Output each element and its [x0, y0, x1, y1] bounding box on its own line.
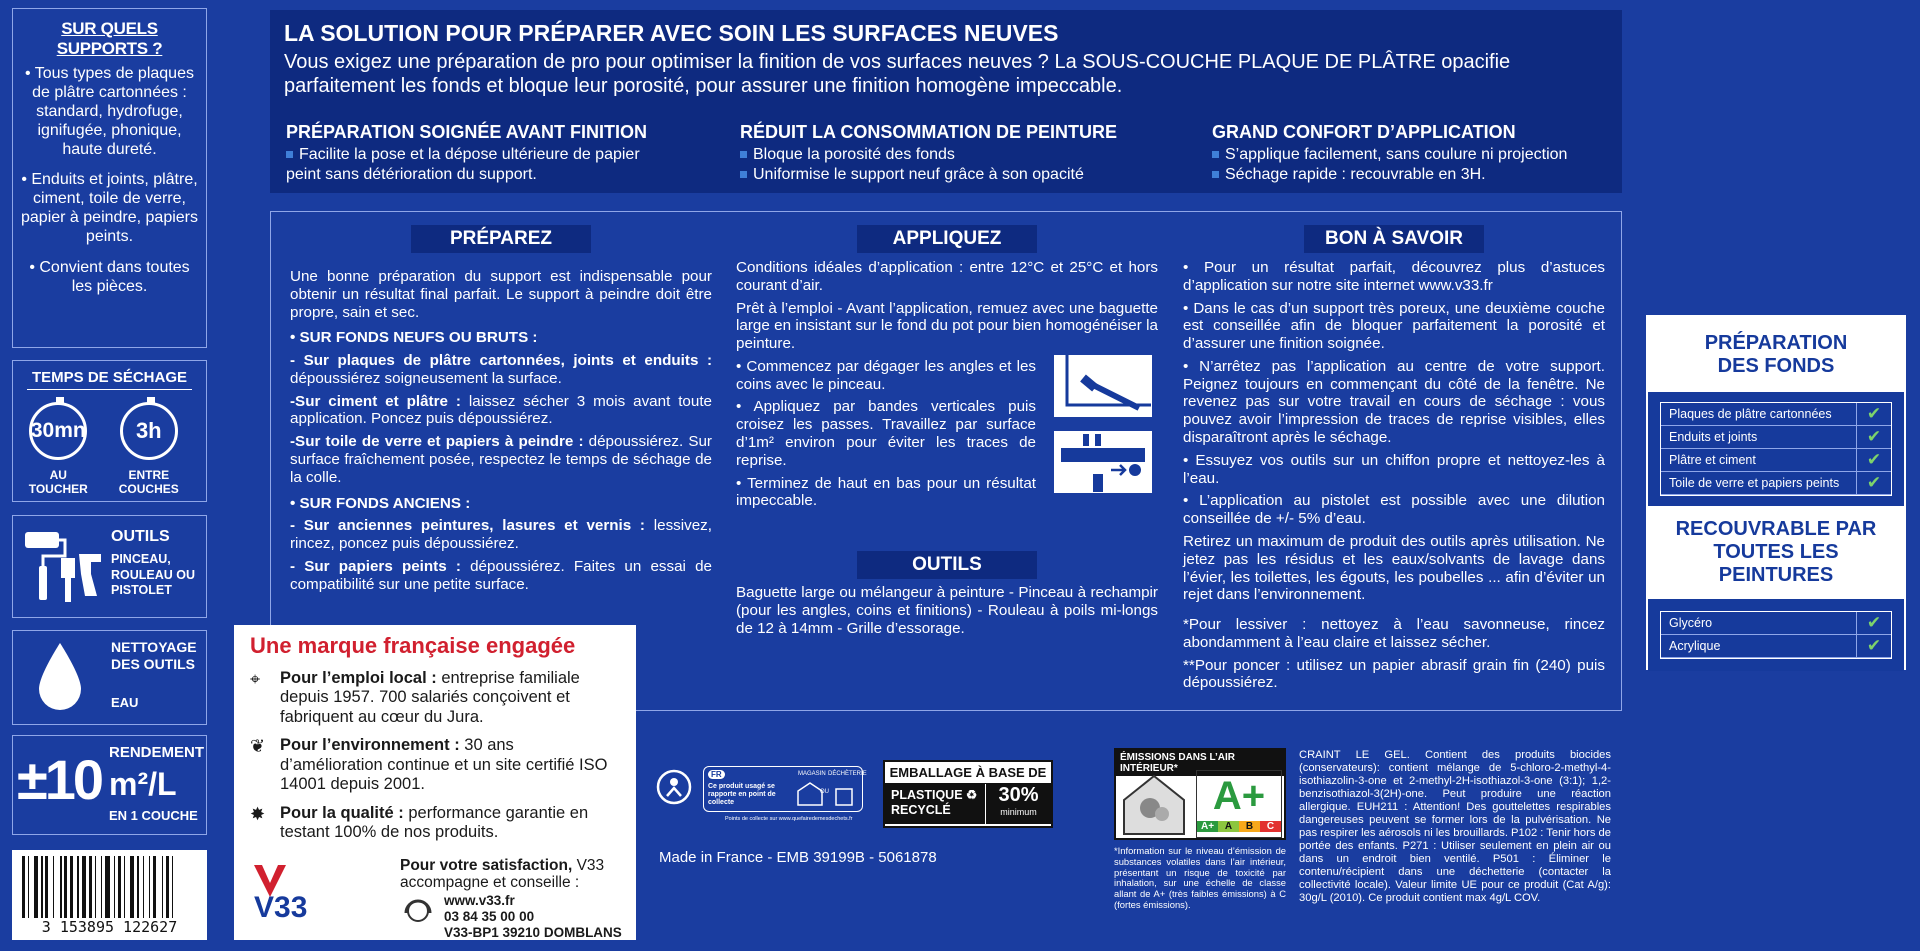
prepare-item-title: - Sur anciennes peintures, lasures et vernis : [290, 517, 645, 535]
table-row [1661, 472, 1891, 495]
legal-text: CRAINT LE GEL. Contient des produits biocides (conservateurs): contient mélange de 5-chloro-2-methyl-4-isothiazolin-3-one et 2-methyl-2H-isothiazol-3-one (3:1); 1,2-benzisothiazol-3(2H)-one. Peut produire une réaction allergique. EUH211 : Attention! Des gouttelettes respirables dangereuses peuvent se former lors de la pulvérisation. Ne pas respirer les aérosols ni les brouillards. P102 : Tenir hors de portée des enfants. P271 : Utiliser seulement en plein air ou dans un endroit bien ventilé. P501 : Éliminer le contenu/récipient dans une déchetterie (contacter la collectivité locale). Valeur limite UE pour ce produit (Cat A/g): 30g/L (2010). Ce produit contient max 4g/L COV. [1299, 749, 1611, 904]
triman-icon [655, 768, 693, 806]
packaging-title: EMBALLAGE À BASE DE [885, 762, 1051, 784]
barcode-bar [60, 856, 62, 918]
tip: • N’arrêtez pas l’application au centre de votre support. Peignez toujours en commençant du côté de la fenêtre. Ne revenez pas sur votre travail en cours de séchage : vous pouvez avoir l’impression de traces de reprise visibles, elles disparaîtront après le séchage. [1183, 357, 1605, 447]
prepare-column [290, 268, 712, 599]
feature-line: Facilite la pose et la dépose ultérieure de papier [299, 146, 640, 163]
check-icon: ✔ [1866, 427, 1882, 446]
fr-badge: FR [708, 770, 725, 779]
recoat-label: ENTRE COUCHES [118, 468, 179, 496]
feature-title: PRÉPARATION SOIGNÉE AVANT FINITION [286, 122, 648, 142]
banner-title: LA SOLUTION POUR PRÉPARER AVEC SOIN LES SURFACES NEUVES [284, 20, 1059, 46]
emissions-grade-box [1196, 770, 1282, 838]
contact-address: V33-BP1 39210 DOMBLANS [444, 924, 622, 940]
cleaning-panel [12, 630, 207, 725]
headset-icon [402, 895, 434, 931]
barcode-bar [137, 856, 139, 918]
barcode-bar [95, 856, 97, 918]
prepare-item-title: - Sur plaques de plâtre cartonnées, joints et enduits : [290, 352, 712, 370]
water-drop-icon [35, 641, 85, 713]
commitment-label: Pour l’emploi local : [280, 669, 437, 687]
barcode-bar [118, 856, 121, 918]
apply-step: • Terminez de haut en bas pour un résultat impeccable. [736, 474, 1036, 510]
commitment-text: entreprise familiale depuis 1957. 700 salariés conçoivent et fabriquent au cœur du Jura. [280, 669, 580, 726]
coverage-unit: m²/L [109, 766, 177, 802]
feature-line: Séchage rapide : recouvrable en 3H. [1225, 165, 1486, 183]
feature [286, 122, 647, 184]
contact-block [444, 893, 622, 941]
feature [1212, 122, 1567, 184]
commitment-title: Une marque française engagée [250, 633, 576, 658]
prep-table [1660, 402, 1892, 496]
barcode-bar [153, 856, 156, 918]
check-icon: ✔ [1866, 450, 1882, 469]
leaf-icon: ❦ [250, 736, 266, 757]
supports-title: SUR QUELS SUPPORTS ? [56, 19, 163, 58]
contact-website: www.v33.fr [444, 893, 515, 908]
made-in-france: Made in France - EMB 39199B - 5061878 [659, 849, 937, 866]
table-row [1661, 635, 1891, 658]
recoat-table [1660, 611, 1892, 659]
barcode-bar [22, 856, 25, 918]
table-row [1661, 449, 1891, 472]
coverage-title: RENDEMENT [109, 744, 205, 761]
tools-text: PINCEAU, ROULEAU OU PISTOLET [111, 552, 196, 598]
barcode-bar [77, 856, 79, 918]
emissions-note: *Information sur le niveau d’émission de substances volatiles dans l’air intérieur, présentant un risque de toxicité par inhalation, sur une échelle de classe allant de A+ (très faibles émissions) à C (fortes émissions). [1114, 845, 1286, 911]
banner-lead: Vous exigez une préparation de pro pour optimiser la finition de vos surfaces neuves ? La SOUS-COUCHE PLAQUE DE PLÂTRE opacifie parfaitement les fonds et bloque leur porosité, pour assurer une finition homogène impeccable. [284, 51, 1511, 97]
emissions-label [1114, 748, 1286, 840]
scale-aplus: A+ [1197, 821, 1218, 832]
tip: • Dans le cas d’un support très poreux, une deuxième couche est conseillée afin de bloquer parfaitement la porosité et d’assurer une finition soignée. [1183, 299, 1605, 353]
barcode-bar [130, 856, 135, 918]
feature-line: peint sans détérioration du support. [286, 165, 537, 183]
barcode-bar [41, 856, 43, 918]
recoat-value: 3h [135, 418, 162, 443]
feature-title: GRAND CONFORT D’APPLICATION [1212, 122, 1516, 142]
row-label: Toile de verre et papiers peints [1661, 472, 1857, 494]
row-label: Glycéro [1661, 612, 1857, 634]
location-pin-icon: ⌖ [250, 669, 261, 689]
supports-item: • Enduits et joints, plâtre, ciment, toile de verre, papier à peindre, papiers peints. [21, 171, 199, 245]
recycling-text: Ce produit usagé se rapporte en point de collecte [708, 783, 776, 807]
barcode [12, 850, 207, 940]
tip: • L’application au pistolet est possible avec une dilution conseillée de +/- 5% d’eau. [1183, 492, 1605, 528]
good-to-know-title: BON À SAVOIR [1304, 225, 1484, 253]
logo-text: V33 [254, 891, 308, 924]
prepare-title: PRÉPAREZ [411, 225, 591, 253]
clock-icon [29, 402, 87, 460]
or-label: OU [820, 789, 829, 795]
row-label: Plaques de plâtre cartonnées [1661, 403, 1857, 425]
scale-b: B [1239, 821, 1260, 832]
brand-commitment-card [234, 625, 636, 940]
tools-section-title: OUTILS [857, 551, 1037, 579]
barcode-bar [64, 856, 67, 918]
old-substrates-title: • SUR FONDS ANCIENS : [290, 494, 471, 512]
recycling-url: Points de collecte sur www.quefairedemesdechets.fr [725, 816, 853, 822]
tools-column [736, 584, 1158, 642]
new-substrates-title: • SUR FONDS NEUFS OU BRUTS : [290, 329, 538, 347]
feature [740, 122, 1117, 184]
prepare-item-text: dépoussiérez. Sur surface fraîchement posée, respectez le temps de séchage de la colle. [290, 433, 712, 486]
prepare-item-text: lessivez, rincez, poncez puis dépoussiérez. [290, 517, 712, 553]
tip: Retirez un maximum de produit des outils après utilisation. Ne jetez pas les résidus et les eaux/solvants de lavage dans l’évier, les toilettes, les égouts, les poubelles ... afin d’éviter un rejet dans l’environnement. [1183, 532, 1605, 604]
drying-time-panel [12, 360, 207, 502]
tip: • Pour un résultat parfait, découvrez plus d’astuces d’application sur notre site internet www.v33.fr [1183, 259, 1605, 294]
commitment-label: Pour la qualité : [280, 803, 404, 822]
house-icon [1120, 770, 1190, 836]
footnote: **Pour poncer : utilisez un papier abrasif grain fin (240) puis dépoussiérez. [1183, 656, 1605, 692]
recycled-packaging-badge [883, 760, 1053, 828]
roller-direction-icon [1053, 430, 1153, 494]
prepare-item-text: dépoussiérez. Faites un essai de compatibilité sur une petite surface. [290, 557, 712, 593]
commitment-text: performance garantie en testant 100% de nos produits. [280, 803, 589, 842]
check-icon: ✔ [1866, 473, 1882, 492]
emissions-grade: A+ [1212, 774, 1266, 818]
tools-panel [12, 515, 207, 618]
prepare-item-title: -Sur toile de verre et papiers à peindre : [290, 433, 584, 451]
barcode-bar [166, 856, 169, 918]
row-label: Acrylique [1661, 635, 1857, 657]
tools-text: Baguette large ou mélangeur à peinture - Pinceau à rechampir (pour les angles, coins et finitions) - Rouleau à poils mi-longs de 12 à 14mm - Grille d’essorage. [736, 584, 1158, 637]
row-label: Enduits et joints [1661, 426, 1857, 448]
barcode-bar [124, 856, 126, 918]
packaging-minimum: minimum [1000, 807, 1037, 817]
coverage-panel [12, 735, 207, 835]
apply-title: APPLIQUEZ [857, 225, 1037, 253]
check-icon: ✔ [1866, 636, 1882, 655]
barcode-bar [172, 856, 174, 918]
emissions-title: ÉMISSIONS DANS L’AIR INTÉRIEUR* [1116, 750, 1284, 776]
cleaning-title: NETTOYAGE DES OUTILS [111, 639, 197, 672]
apply-step: • Commencez par dégager les angles et les coins avec le pinceau. [736, 357, 1036, 393]
top-banner [270, 10, 1622, 193]
barcode-bar [70, 856, 73, 918]
prepare-intro: Une bonne préparation du support est indispensable pour obtenir un résultat final parfait. Le support à peindre doit être propre, sain et sec. [290, 268, 712, 321]
recycling-box [703, 766, 867, 812]
barcode-bar [114, 856, 116, 918]
scale-c: C [1260, 821, 1281, 832]
feature-line: Bloque la porosité des fonds [753, 146, 955, 163]
commitment-text: 30 ans d’amélioration continue et un site certifié ISO 14001 depuis 2001. [280, 736, 608, 794]
barcode-bar [162, 856, 164, 918]
prepare-item-text: laissez sécher 3 mois avant toute application. Poncez puis dépoussiérez. [290, 392, 712, 428]
feature-line: S’applique facilement, sans coulure ni projection [1225, 146, 1568, 163]
drying-title: TEMPS DE SÉCHAGE [27, 369, 192, 390]
brush-corner-icon [1053, 354, 1153, 418]
barcode-bar [28, 856, 30, 918]
barcode-bar [34, 856, 39, 918]
good-to-know-column [1183, 259, 1605, 697]
coverage-value: ±10 [17, 748, 102, 811]
recycling-info [655, 762, 870, 830]
commitment-item [250, 736, 620, 794]
satisfaction-text [400, 857, 630, 891]
apply-conditions: Conditions idéales d’application : entre 12°C et 25°C et hors courant d’air. [736, 259, 1158, 294]
prep-title: PRÉPARATION DES FONDS [1704, 332, 1848, 377]
cleaning-text: EAU [111, 695, 139, 710]
commitment-item [250, 669, 620, 727]
dump-label: DÉCHÈTERIE [828, 771, 867, 777]
roller-brush-icon [21, 528, 109, 608]
touch-dry-label: AU TOUCHER [28, 468, 88, 496]
prepare-item-title: -Sur ciment et plâtre : [290, 392, 461, 410]
check-icon: ✔ [1866, 613, 1882, 632]
feature-line: Uniformise le support neuf grâce à son opacité [753, 165, 1084, 183]
commitment-item [250, 804, 620, 843]
packaging-text: PLASTIQUE ♻ RECYCLÉ [891, 788, 978, 817]
barcode-bar [82, 856, 87, 918]
touch-dry-value: 30mn [30, 419, 86, 442]
v33-logo [248, 855, 318, 925]
tools-title: OUTILS [111, 528, 170, 545]
coverage-sub: EN 1 COUCHE [109, 808, 198, 823]
star-icon: ✸ [250, 803, 266, 824]
prepare-item-text: dépoussiérez soigneusement la surface. [290, 369, 562, 387]
table-row [1661, 426, 1891, 449]
barcode-bar [149, 856, 151, 918]
row-label: Plâtre et ciment [1661, 449, 1857, 471]
barcode-bar [143, 856, 145, 918]
recoat-title: RECOUVRABLE PAR TOUTES LES PEINTURES [1675, 518, 1877, 586]
barcode-bars [22, 856, 197, 918]
barcode-bar [53, 856, 55, 918]
feature-title: RÉDUIT LA CONSOMMATION DE PEINTURE [740, 122, 1117, 142]
table-row [1661, 612, 1891, 635]
supports-panel [12, 8, 207, 348]
apply-ready: Prêt à l’emploi - Avant l’application, remuez avec une baguette large en insistant sur le fond du pot pour bien homogénéiser la peinture. [736, 299, 1158, 353]
table-row [1661, 403, 1891, 426]
satisfaction-desc: V33 accompagne et conseille : [400, 857, 605, 892]
clock-icon [120, 402, 178, 460]
commitment-label: Pour l’environnement : [280, 736, 460, 755]
barcode-bar [89, 856, 92, 918]
packaging-percent: 30% [998, 784, 1039, 806]
supports-item: • Tous types de plaques de plâtre cartonnées : standard, hydrofuge, ignifugée, phonique, haute dureté. [25, 65, 194, 158]
contact-phone: 03 84 35 00 00 [444, 908, 535, 924]
barcode-bar [45, 856, 48, 918]
store-label: MAGASIN [798, 771, 826, 777]
barcode-bar [101, 856, 103, 918]
tip: • Essuyez vos outils sur un chiffon propre et nettoyez-les à l’eau. [1183, 451, 1605, 487]
check-icon: ✔ [1866, 404, 1882, 423]
scale-a: A [1218, 821, 1239, 832]
satisfaction-label: Pour votre satisfaction, [400, 857, 573, 874]
barcode-number: 3 153895 122627 [41, 918, 178, 936]
footnote: *Pour lessiver : nettoyez à l’eau savonneuse, rincez abondamment à l’eau claire et laissez sécher. [1183, 616, 1605, 651]
supports-item: • Convient dans toutes les pièces. [29, 258, 190, 295]
apply-step: • Appliquez par bandes verticales puis croisez les passes. Travaillez par surface d’1m² environ pour éviter les traces de reprise. [736, 398, 1036, 469]
right-panel [1646, 315, 1906, 670]
prepare-item-title: - Sur papiers peints : [290, 557, 461, 575]
barcode-bar [105, 856, 110, 918]
